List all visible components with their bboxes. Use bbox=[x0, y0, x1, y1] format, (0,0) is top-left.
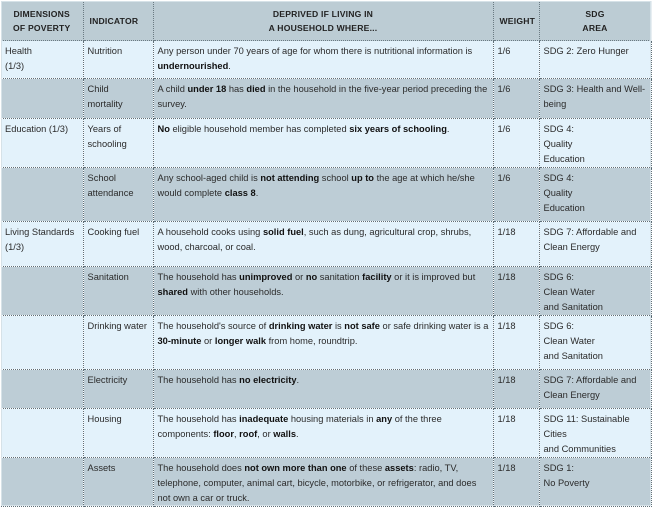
deprivation-text: The household's source of bbox=[157, 321, 269, 331]
deprivation-emphasis: no bbox=[305, 272, 318, 282]
deprivation-cell bbox=[153, 267, 493, 316]
deprivation-emphasis: any bbox=[376, 414, 393, 424]
indicator-line: Child bbox=[87, 84, 109, 94]
dimension-cell bbox=[1, 41, 83, 79]
deprivation-text: or bbox=[292, 272, 306, 282]
deprivation-text: or safe drinking water is a bbox=[379, 321, 489, 331]
deprivation-text: of these bbox=[346, 463, 385, 473]
deprivation-text: eligible household member has completed bbox=[169, 124, 350, 134]
deprivation-text: , or bbox=[257, 429, 274, 439]
sdg-cell bbox=[539, 458, 651, 507]
deprivation-text: : radio, TV, telephone, computer, animal cart, bicycle, motorbike, or refrigerator, and does not own a car or truck. bbox=[157, 463, 477, 503]
sdg-line: Clean Energy bbox=[543, 242, 600, 252]
deprivation-emphasis: not own more than one bbox=[244, 463, 347, 473]
indicator-cell bbox=[83, 222, 153, 267]
indicator-line: Electricity bbox=[87, 375, 128, 385]
deprivation-text: is bbox=[332, 321, 345, 331]
header-deprived-line1: DEPRIVED IF LIVING IN bbox=[272, 8, 374, 19]
dimension-cell bbox=[1, 267, 83, 316]
table-body bbox=[1, 41, 651, 507]
dimension-cell bbox=[1, 222, 83, 267]
header-row bbox=[1, 1, 651, 41]
deprivation-text: , bbox=[233, 429, 240, 439]
deprivation-text: The household does bbox=[157, 463, 245, 473]
indicator-line: Assets bbox=[87, 463, 116, 473]
sdg-cell bbox=[539, 316, 651, 370]
deprivation-text: school bbox=[319, 173, 352, 183]
sdg-line: SDG 3: Health and Well- bbox=[543, 84, 646, 94]
deprivation-emphasis: no electricity bbox=[239, 375, 297, 385]
deprivation-emphasis: longer walk bbox=[214, 336, 267, 346]
deprivation-text: A child bbox=[157, 84, 188, 94]
deprivation-emphasis: 30-minute bbox=[157, 336, 202, 346]
indicator-cell bbox=[83, 409, 153, 458]
sdg-line: SDG 6: bbox=[543, 321, 574, 331]
deprivation-emphasis: undernourished bbox=[157, 61, 229, 71]
deprivation-text: The household has bbox=[157, 272, 240, 282]
header-deprived-line2: A HOUSEHOLD WHERE... bbox=[268, 22, 378, 33]
indicator-cell bbox=[83, 316, 153, 370]
deprivation-text: Any school-aged child is bbox=[157, 173, 261, 183]
weight-cell: 1/6 bbox=[493, 79, 539, 119]
sdg-line: and Sanitation bbox=[543, 351, 603, 361]
table-row bbox=[1, 316, 651, 370]
deprivation-text: . bbox=[296, 375, 300, 385]
sdg-cell bbox=[539, 222, 651, 267]
deprivation-cell bbox=[153, 370, 493, 409]
sdg-line: SDG 2: Zero Hunger bbox=[543, 46, 629, 56]
sdg-cell bbox=[539, 41, 651, 79]
header-dimension bbox=[1, 1, 83, 41]
header-weight: WEIGHT bbox=[493, 1, 539, 41]
indicator-line: Cooking fuel bbox=[87, 227, 140, 237]
deprivation-text: . bbox=[296, 429, 299, 439]
sdg-line: and Sanitation bbox=[543, 302, 603, 312]
sdg-line: SDG 7: Affordable and bbox=[543, 375, 637, 385]
sdg-line: SDG 7: Affordable and bbox=[543, 227, 637, 237]
deprivation-text: , such as dung, agricultural crop, shrubs, wood, charcoal, or coal. bbox=[157, 227, 472, 252]
deprivation-text: or it is improved but bbox=[391, 272, 476, 282]
indicator-line: School bbox=[87, 173, 116, 183]
dimension-line: Health bbox=[5, 46, 32, 56]
indicator-line: mortality bbox=[87, 99, 123, 109]
deprivation-emphasis: not safe bbox=[344, 321, 380, 331]
sdg-line: Clean Energy bbox=[543, 390, 600, 400]
deprivation-emphasis: unimproved bbox=[239, 272, 293, 282]
sdg-line: Quality bbox=[543, 139, 573, 149]
indicator-line: Drinking water bbox=[87, 321, 147, 331]
table-row bbox=[1, 222, 651, 267]
sdg-line: Clean Water bbox=[543, 287, 595, 297]
sdg-line: and Communities bbox=[543, 444, 616, 454]
deprivation-emphasis: inadequate bbox=[239, 414, 289, 424]
sdg-line: SDG 1: bbox=[543, 463, 574, 473]
deprivation-cell bbox=[153, 119, 493, 168]
deprivation-emphasis: six years of schooling bbox=[349, 124, 447, 134]
mpi-indicators-table bbox=[1, 1, 652, 507]
indicator-cell bbox=[83, 370, 153, 409]
table-row bbox=[1, 168, 651, 222]
indicator-cell bbox=[83, 168, 153, 222]
header-sdg-line2: AREA bbox=[582, 22, 608, 33]
weight-cell: 1/18 bbox=[493, 267, 539, 316]
dimension-cell bbox=[1, 79, 83, 119]
sdg-cell bbox=[539, 168, 651, 222]
table-row bbox=[1, 409, 651, 458]
table-row bbox=[1, 267, 651, 316]
indicator-cell bbox=[83, 41, 153, 79]
deprivation-text: or bbox=[201, 336, 215, 346]
deprivation-text: in the household in the five-year period preceding the survey. bbox=[157, 84, 488, 109]
weight-cell: 1/18 bbox=[493, 458, 539, 507]
deprivation-emphasis: facility bbox=[362, 272, 392, 282]
dimension-cell bbox=[1, 458, 83, 507]
header-deprived bbox=[153, 1, 493, 41]
indicator-line: Sanitation bbox=[87, 272, 129, 282]
deprivation-cell bbox=[153, 409, 493, 458]
indicator-cell bbox=[83, 458, 153, 507]
deprivation-text: housing materials in bbox=[288, 414, 377, 424]
indicator-line: Years of bbox=[87, 124, 122, 134]
deprivation-cell bbox=[153, 222, 493, 267]
weight-cell: 1/18 bbox=[493, 409, 539, 458]
indicator-line: schooling bbox=[87, 139, 127, 149]
dimension-line: Living Standards bbox=[5, 227, 75, 237]
deprivation-emphasis: shared bbox=[157, 287, 188, 297]
table-row bbox=[1, 458, 651, 507]
weight-cell: 1/6 bbox=[493, 168, 539, 222]
sdg-line: No Poverty bbox=[543, 478, 590, 488]
header-dimension-line2: OF POVERTY bbox=[13, 22, 71, 33]
header-sdg-line1: SDG bbox=[585, 8, 605, 19]
dimension-cell bbox=[1, 168, 83, 222]
deprivation-emphasis: not attending bbox=[260, 173, 320, 183]
deprivation-text: has bbox=[226, 84, 247, 94]
sdg-line: SDG 11: Sustainable Cities bbox=[543, 414, 630, 439]
dimension-cell bbox=[1, 409, 83, 458]
indicator-line: Housing bbox=[87, 414, 122, 424]
deprivation-text: The household has bbox=[157, 375, 240, 385]
deprivation-text: from home, roundtrip. bbox=[266, 336, 358, 346]
deprivation-emphasis: roof bbox=[239, 429, 258, 439]
deprivation-emphasis: class 8 bbox=[224, 188, 256, 198]
deprivation-text: sanitation bbox=[317, 272, 363, 282]
indicator-line: attendance bbox=[87, 188, 134, 198]
deprivation-emphasis: floor bbox=[213, 429, 234, 439]
sdg-cell bbox=[539, 79, 651, 119]
indicator-line: Nutrition bbox=[87, 46, 123, 56]
deprivation-emphasis: walls bbox=[273, 429, 296, 439]
deprivation-cell bbox=[153, 316, 493, 370]
table-row bbox=[1, 119, 651, 168]
deprivation-text: A household cooks using bbox=[157, 227, 263, 237]
table-row bbox=[1, 370, 651, 409]
deprivation-cell bbox=[153, 458, 493, 507]
deprivation-emphasis: under 18 bbox=[187, 84, 227, 94]
deprivation-emphasis: No bbox=[157, 124, 170, 134]
sdg-line: Education bbox=[543, 203, 585, 213]
sdg-line: SDG 6: bbox=[543, 272, 574, 282]
deprivation-text: . bbox=[446, 124, 450, 134]
indicator-cell bbox=[83, 79, 153, 119]
deprivation-cell bbox=[153, 41, 493, 79]
sdg-cell bbox=[539, 119, 651, 168]
deprivation-cell bbox=[153, 168, 493, 222]
deprivation-emphasis: solid fuel bbox=[262, 227, 304, 237]
weight-cell: 1/18 bbox=[493, 316, 539, 370]
weight-cell: 1/6 bbox=[493, 119, 539, 168]
deprivation-text: . bbox=[255, 188, 259, 198]
dimension-line: (1/3) bbox=[5, 242, 25, 252]
header-indicator: INDICATOR bbox=[83, 1, 153, 41]
deprivation-text: with other households. bbox=[188, 287, 284, 297]
deprivation-emphasis: drinking water bbox=[268, 321, 333, 331]
dimension-cell bbox=[1, 316, 83, 370]
table-row bbox=[1, 79, 651, 119]
header-dimension-line1: DIMENSIONS bbox=[13, 8, 70, 19]
sdg-line: Education bbox=[543, 154, 585, 164]
table-row bbox=[1, 41, 651, 79]
sdg-line: Clean Water bbox=[543, 336, 595, 346]
weight-cell: 1/18 bbox=[493, 222, 539, 267]
deprivation-text: Any person under 70 years of age for whom there is nutritional information is bbox=[157, 46, 473, 56]
header-sdg bbox=[539, 1, 651, 41]
indicator-cell bbox=[83, 119, 153, 168]
deprivation-emphasis: assets bbox=[384, 463, 414, 473]
deprivation-emphasis: up to bbox=[351, 173, 374, 183]
deprivation-text: The household has bbox=[157, 414, 240, 424]
sdg-line: SDG 4: bbox=[543, 124, 574, 134]
sdg-cell bbox=[539, 267, 651, 316]
dimension-cell bbox=[1, 370, 83, 409]
weight-cell: 1/6 bbox=[493, 41, 539, 79]
weight-cell: 1/18 bbox=[493, 370, 539, 409]
dimension-cell bbox=[1, 119, 83, 168]
deprivation-text: the age at which he/she would complete bbox=[157, 173, 475, 198]
deprivation-text: . bbox=[228, 61, 231, 71]
deprivation-cell bbox=[153, 79, 493, 119]
deprivation-text: of the three components: bbox=[157, 414, 442, 439]
indicator-cell bbox=[83, 267, 153, 316]
deprivation-emphasis: died bbox=[246, 84, 266, 94]
dimension-line: (1/3) bbox=[5, 61, 25, 71]
sdg-line: being bbox=[543, 99, 567, 109]
sdg-line: SDG 4: bbox=[543, 173, 574, 183]
sdg-line: Quality bbox=[543, 188, 573, 198]
sdg-cell bbox=[539, 370, 651, 409]
dimension-line: Education (1/3) bbox=[5, 124, 69, 134]
sdg-cell bbox=[539, 409, 651, 458]
mpi-table-container bbox=[1, 1, 651, 506]
